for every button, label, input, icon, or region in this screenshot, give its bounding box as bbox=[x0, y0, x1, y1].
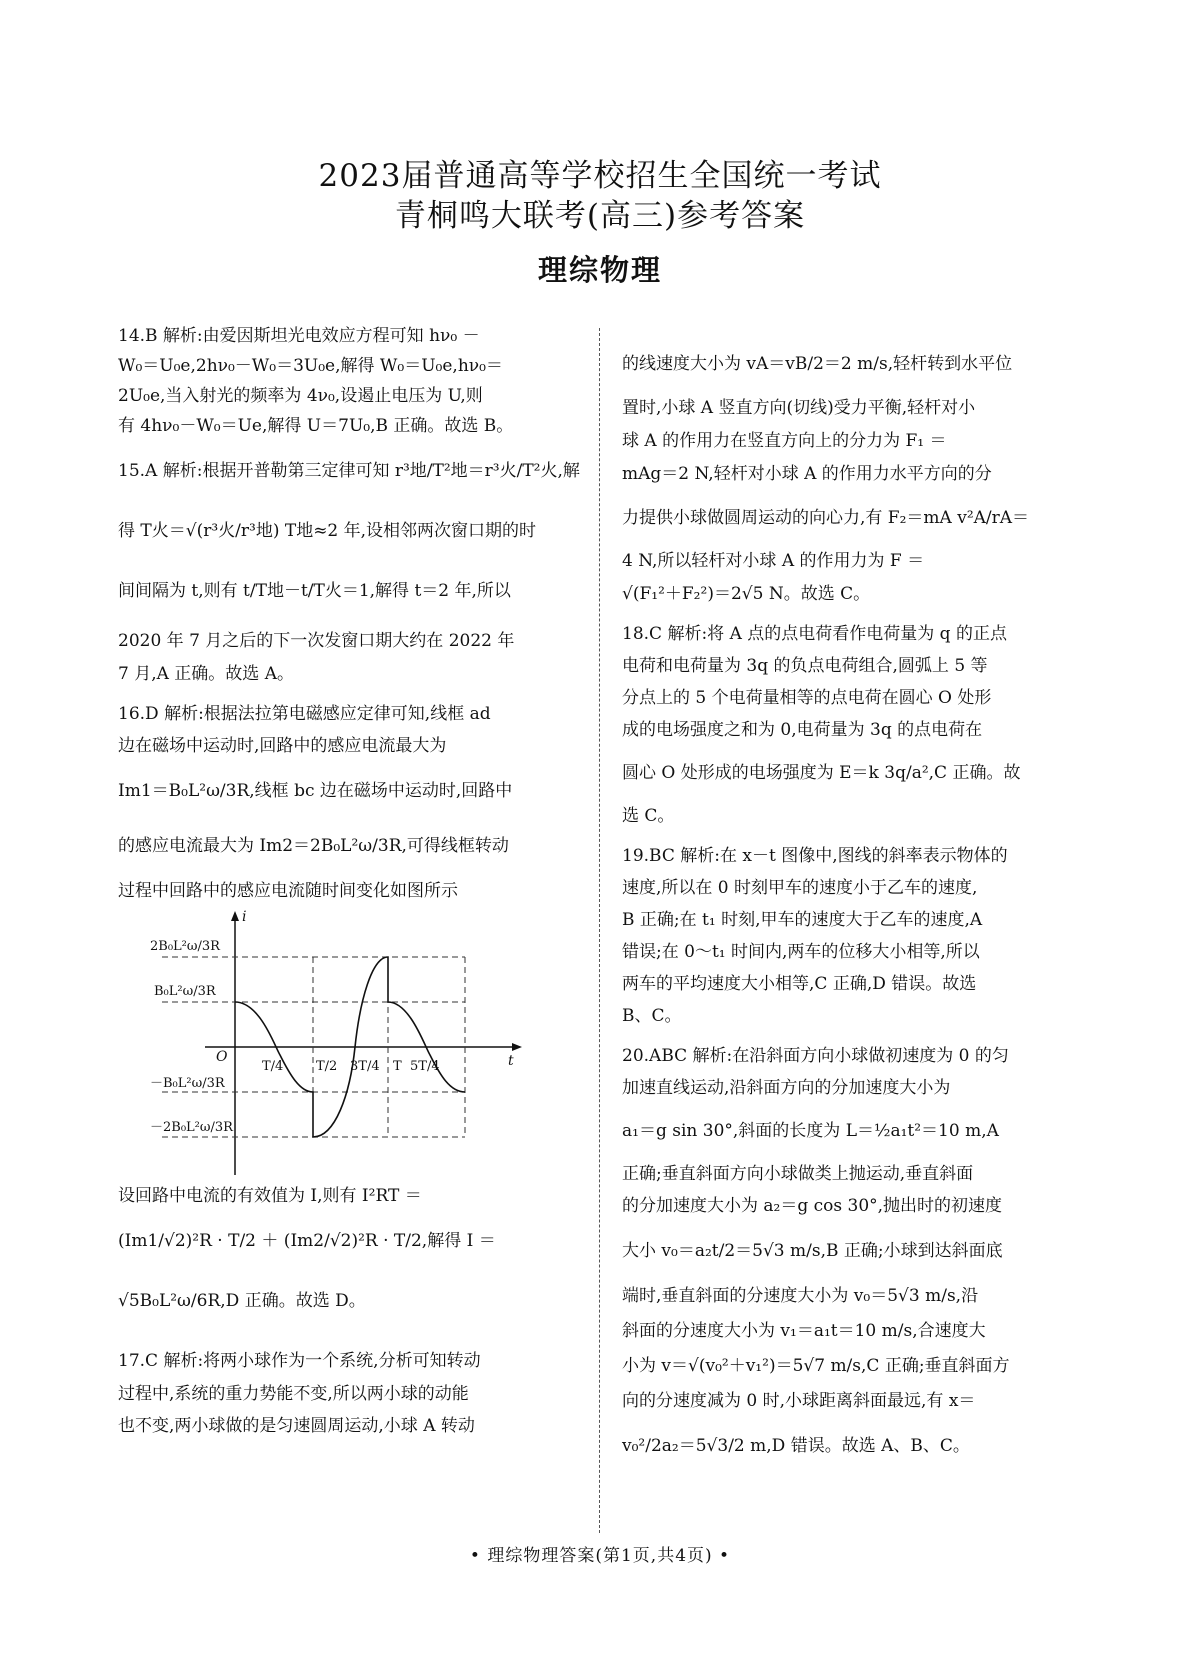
page-footer: • 理综物理答案(第1页,共4页) • bbox=[469, 1546, 731, 1566]
right-column-text-line: a₁＝g sin 30°,斜面的长度为 L＝½a₁t²＝10 m,A bbox=[622, 1121, 999, 1141]
right-column-text-line: 大小 v₀＝a₂t/2＝5√3 m/s,B 正确;小球到达斜面底 bbox=[622, 1241, 1003, 1261]
right-column-text-line: 圆心 O 处形成的电场强度为 E＝k 3q/a²,C 正确。故 bbox=[622, 763, 1021, 783]
right-column-text-line: 分点上的 5 个电荷量相等的点电荷在圆心 O 处形 bbox=[622, 688, 992, 708]
column-divider bbox=[599, 328, 600, 1533]
left-column-text-line: 得 T火＝√(r³火/r³地) T地≈2 年,设相邻两次窗口期的时 bbox=[118, 521, 537, 541]
right-column-text-line: 速度,所以在 0 时刻甲车的速度小于乙车的速度, bbox=[622, 878, 978, 898]
right-column-text-line: 选 C。 bbox=[622, 806, 675, 826]
right-column-text-line: v₀²/2a₂＝5√3/2 m,D 错误。故选 A、B、C。 bbox=[622, 1436, 970, 1456]
x-axis-label: t bbox=[508, 1053, 514, 1069]
right-column-text-line: 的分加速度大小为 a₂＝g cos 30°,抛出时的初速度 bbox=[622, 1196, 1003, 1216]
origin-label: O bbox=[216, 1049, 228, 1065]
left-column-text-line: 14.B 解析:由爱因斯坦光电效应方程可知 hν₀ － bbox=[118, 326, 480, 346]
x-label-t4: T/4 bbox=[262, 1059, 284, 1074]
right-column-text-line: 20.ABC 解析:在沿斜面方向小球做初速度为 0 的匀 bbox=[622, 1046, 1009, 1066]
right-column-text-line: mAg＝2 N,轻杆对小球 A 的作用力水平方向的分 bbox=[622, 464, 992, 484]
subject-title: 理综物理 bbox=[537, 253, 662, 287]
right-column-text-line: 两车的平均速度大小相等,C 正确,D 错误。故选 bbox=[622, 974, 977, 994]
right-column-text-line: 力提供小球做圆周运动的向心力,有 F₂＝mA v²A/rA＝ bbox=[622, 508, 1030, 528]
left-column-text-line: √5B₀L²ω/6R,D 正确。故选 D。 bbox=[118, 1291, 366, 1311]
left-column-text-line: 边在磁场中运动时,回路中的感应电流最大为 bbox=[118, 736, 447, 756]
x-label-3t4: 3T/4 bbox=[350, 1059, 380, 1074]
right-column-text-line: 电荷和电荷量为 3q 的负点电荷组合,圆弧上 5 等 bbox=[622, 656, 988, 676]
right-column-text-line: 小为 v＝√(v₀²＋v₁²)＝5√7 m/s,C 正确;垂直斜面方 bbox=[622, 1356, 1010, 1376]
x-label-t2: T/2 bbox=[316, 1059, 338, 1074]
right-column-text-line: 错误;在 0～t₁ 时间内,两车的位移大小相等,所以 bbox=[622, 942, 980, 962]
right-column-text-line: 加速直线运动,沿斜面方向的分加速度大小为 bbox=[622, 1078, 951, 1098]
left-column-text-line: W₀＝U₀e,2hν₀－W₀＝3U₀e,解得 W₀＝U₀e,hν₀＝ bbox=[118, 356, 503, 376]
right-column-text-line: 斜面的分速度大小为 v₁＝a₁t＝10 m/s,合速度大 bbox=[622, 1321, 986, 1341]
y-label-pos1: B₀L²ω/3R bbox=[154, 984, 216, 999]
right-column-text-line: √(F₁²＋F₂²)＝2√5 N。故选 C。 bbox=[622, 584, 871, 604]
x-label-5t4: 5T/4 bbox=[410, 1059, 440, 1074]
y-label-neg1: －B₀L²ω/3R bbox=[150, 1076, 225, 1091]
right-column-text-line: 球 A 的作用力在竖直方向上的分力为 F₁ ＝ bbox=[622, 431, 947, 451]
right-column-text-line: 向的分速度减为 0 时,小球距离斜面最远,有 x＝ bbox=[622, 1391, 976, 1411]
left-column-text-line: 设回路中电流的有效值为 I,则有 I²RT ＝ bbox=[118, 1186, 422, 1206]
left-column-text-line: 的感应电流最大为 Im2＝2B₀L²ω/3R,可得线框转动 bbox=[118, 836, 509, 856]
left-column-text-line: 7 月,A 正确。故选 A。 bbox=[118, 664, 294, 684]
left-column-text-line: 2U₀e,当入射光的频率为 4ν₀,设遏止电压为 U,则 bbox=[118, 386, 483, 406]
right-column-text-line: 19.BC 解析:在 x－t 图像中,图线的斜率表示物体的 bbox=[622, 846, 1008, 866]
right-column-text-line: 4 N,所以轻杆对小球 A 的作用力为 F ＝ bbox=[622, 551, 925, 571]
right-column-text-line: 端时,垂直斜面的分速度大小为 v₀＝5√3 m/s,沿 bbox=[622, 1286, 979, 1306]
right-column-text-line: 置时,小球 A 竖直方向(切线)受力平衡,轻杆对小 bbox=[622, 398, 976, 418]
left-column-text-line: (Im1/√2)²R · T/2 ＋ (Im2/√2)²R · T/2,解得 I ＝ bbox=[118, 1231, 496, 1251]
right-column-text-line: B 正确;在 t₁ 时刻,甲车的速度大于乙车的速度,A bbox=[622, 910, 983, 930]
right-column-text-line: 成的电场强度之和为 0,电荷量为 3q 的点电荷在 bbox=[622, 720, 983, 740]
left-column-text-line: 也不变,两小球做的是匀速圆周运动,小球 A 转动 bbox=[118, 1416, 475, 1436]
left-column-text-line: 过程中回路中的感应电流随时间变化如图所示 bbox=[118, 881, 458, 901]
exam-title-line1: 2023届普通高等学校招生全国统一考试 bbox=[318, 158, 882, 194]
y-label-neg2: －2B₀L²ω/3R bbox=[150, 1120, 233, 1135]
right-column-text-line: B、C。 bbox=[622, 1006, 682, 1026]
current-time-graph bbox=[150, 905, 550, 1180]
left-column-text-line: 15.A 解析:根据开普勒第三定律可知 r³地/T²地＝r³火/T²火,解 bbox=[118, 461, 580, 481]
left-column-text-line: Im1＝B₀L²ω/3R,线框 bc 边在磁场中运动时,回路中 bbox=[118, 781, 513, 801]
y-label-pos2: 2B₀L²ω/3R bbox=[150, 939, 220, 954]
exam-title-line2: 青桐鸣大联考(高三)参考答案 bbox=[394, 198, 806, 234]
right-column-text-line: 正确;垂直斜面方向小球做类上抛运动,垂直斜面 bbox=[622, 1164, 974, 1184]
right-column-text-line: 18.C 解析:将 A 点的点电荷看作电荷量为 q 的正点 bbox=[622, 624, 1007, 644]
y-axis-label: i bbox=[242, 909, 247, 925]
left-column-text-line: 过程中,系统的重力势能不变,所以两小球的动能 bbox=[118, 1384, 469, 1404]
right-column-text-line: 的线速度大小为 vA＝vB/2＝2 m/s,轻杆转到水平位 bbox=[622, 354, 1013, 374]
left-column-text-line: 有 4hν₀－W₀＝Ue,解得 U＝7U₀,B 正确。故选 B。 bbox=[118, 416, 514, 436]
left-column-text-line: 17.C 解析:将两小球作为一个系统,分析可知转动 bbox=[118, 1351, 481, 1371]
left-column-text-line: 2020 年 7 月之后的下一次发窗口期大约在 2022 年 bbox=[118, 631, 515, 651]
left-column-text-line: 16.D 解析:根据法拉第电磁感应定律可知,线框 ad bbox=[118, 704, 491, 724]
left-column-text-line: 间间隔为 t,则有 t/T地－t/T火＝1,解得 t＝2 年,所以 bbox=[118, 581, 511, 601]
x-label-t: T bbox=[393, 1059, 402, 1074]
